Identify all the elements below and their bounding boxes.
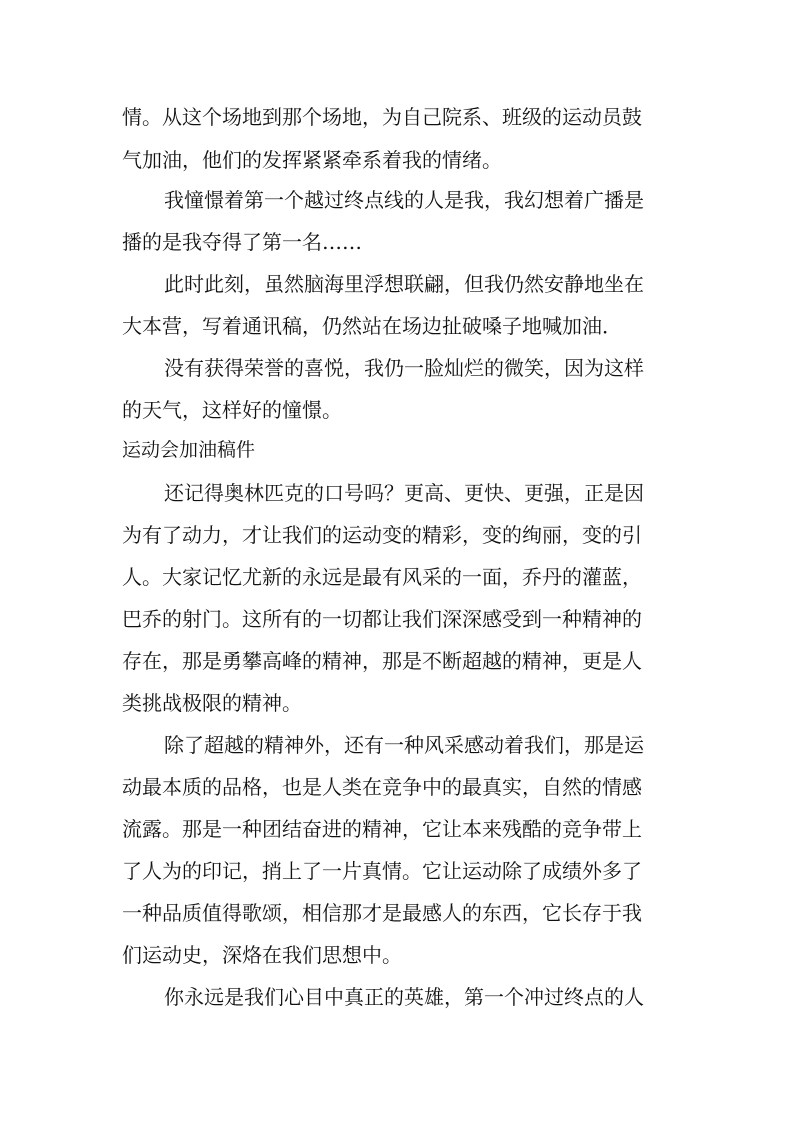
paragraph-start-line: 你永远是我们心目中真正的英雄，第一个冲过终点的人	[164, 985, 644, 1009]
text-line: 们运动史，深烙在我们思想中。	[122, 943, 402, 967]
text-line: 了人为的印记，捎上了一片真情。它让运动除了成绩外多了	[122, 859, 642, 883]
paragraph-start-line: 此时此刻，虽然脑海里浮想联翩，但我仍然安静地坐在	[164, 272, 644, 296]
text-line: 存在，那是勇攀高峰的精神，那是不断超越的精神，更是人	[122, 649, 642, 673]
text-line: 为有了动力，才让我们的运动变的精彩，变的绚丽，变的引	[122, 523, 642, 547]
text-line: 大本营，写着通讯稿，仍然站在场边扯破嗓子地喊加油．	[122, 314, 622, 338]
text-line: 巴乔的射门。这所有的一切都让我们深深感受到一种精神的	[122, 607, 642, 631]
paragraph-start-line: 除了超越的精神外，还有一种风采感动着我们，那是运	[164, 733, 644, 757]
paragraph-start-line: 我憧憬着第一个越过终点线的人是我，我幻想着广播是	[164, 188, 644, 212]
section-heading: 运动会加油稿件	[122, 439, 256, 461]
text-line: 类挑战极限的精神。	[122, 691, 302, 715]
text-line: 气加油，他们的发挥紧紧牵系着我的情绪。	[122, 148, 502, 172]
text-line: 人。大家记忆尤新的永远是最有风采的一面，乔丹的灌蓝，	[122, 565, 642, 589]
text-line: 动最本质的品格，也是人类在竞争中的最真实，自然的情感	[122, 775, 642, 799]
text-line: 情。从这个场地到那个场地，为自己院系、班级的运动员鼓	[122, 105, 642, 129]
text-line: 播的是我夺得了第一名……	[122, 230, 362, 254]
paragraph-start-line: 还记得奥林匹克的口号吗？更高、更快、更强，正是因	[164, 481, 644, 505]
text-line: 流露。那是一种团结奋进的精神，它让本来残酷的竞争带上	[122, 817, 642, 841]
text-line: 一种品质值得歌颂，相信那才是最感人的东西，它长存于我	[122, 901, 642, 925]
paragraph-start-line: 没有获得荣誉的喜悦，我仍一脸灿烂的微笑，因为这样	[164, 356, 644, 380]
text-line: 的天气，这样好的憧憬。	[122, 398, 342, 422]
